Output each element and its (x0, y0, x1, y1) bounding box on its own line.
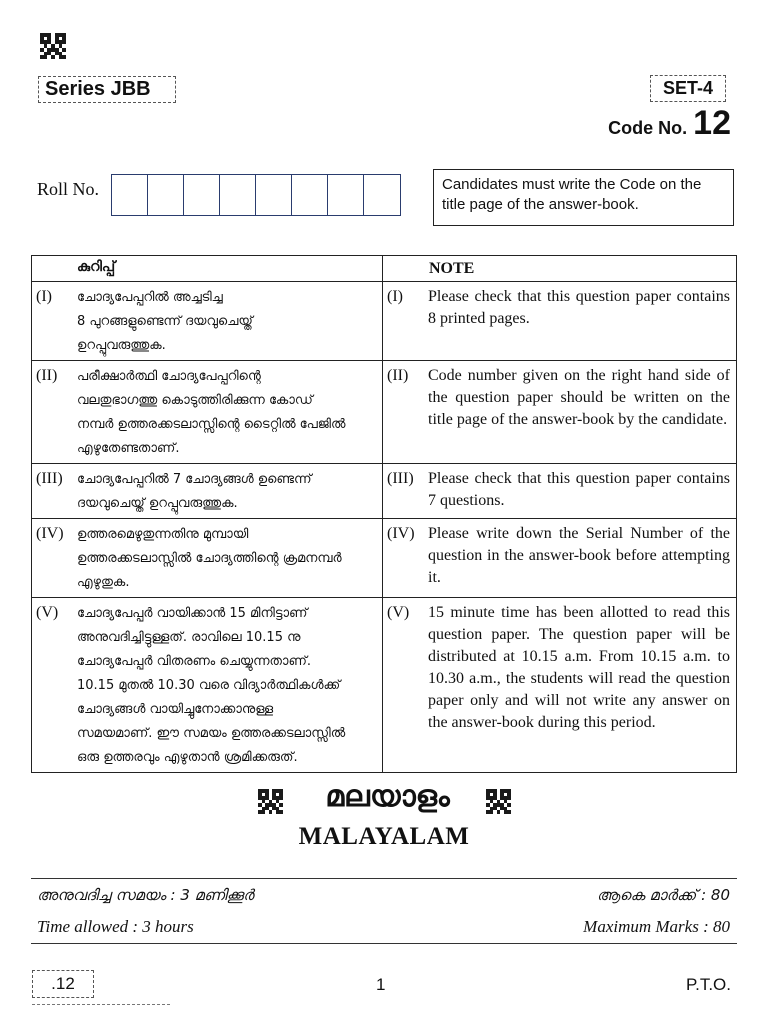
item-number: (II) (36, 367, 58, 384)
code-value: 12 (693, 104, 731, 142)
max-marks-en: Maximum Marks : 80 (583, 917, 730, 936)
note-en: 15 minute time has been allotted to read this question paper. The question paper will be distributed at 10.15 a.m. From 10.15 a.m. to 10.30 a.m., the students will read the question paper only and will not write any answer on the answer-book during this period. (428, 604, 730, 731)
note-ml: ചോദ്യപേപ്പർ വായിക്കാൻ 15 മിനിട്ടാണ് അനുവദിച്ചിട്ടുള്ളത്. രാവിലെ 10.15 നു ചോദ്യപേപ്പർ വിതരണം ചെയ്യുന്നതാണ്. 10.15 മുതൽ 10.30 വരെ വിദ്യാർത്ഥികൾക്ക് ചോദ്യങ്ങൾ വായിച്ചുനോക്കാനുള്ള സമയമാണ്. ഈ സമയം ഉത്തരക്കടലാസ്സിൽ ഒരു ഉത്തരവും എഴുതാൻ ശ്രമിക്കരുത്. (77, 606, 346, 765)
item-number: (II) (387, 367, 409, 384)
table-row (32, 282, 737, 361)
series-label: Series JBB (38, 76, 176, 103)
notes-header-row (32, 256, 737, 282)
notes-heading-en: NOTE (383, 256, 737, 282)
footer-dashed-line (32, 1004, 170, 1005)
subject-title-malayalam: മലയാളം (325, 779, 450, 814)
item-number: (V) (387, 604, 410, 621)
item-number: (III) (36, 470, 63, 487)
roll-box (112, 175, 148, 215)
note-ml: ചോദ്യപേപ്പറിൽ അച്ചടിച്ച 8 പുറങ്ങളുണ്ടെന്ന് ദയവുചെയ്ത് ഉറപ്പുവരുത്തുക. (77, 290, 253, 353)
item-number: (I) (387, 288, 403, 305)
code-number (608, 104, 731, 142)
max-marks-ml: ആകെ മാർക്ക് : 80 (596, 886, 730, 904)
roll-box (328, 175, 364, 215)
note-en: Code number given on the right hand side of the question paper should be written on the title page of the answer-book by the candidate. (428, 367, 730, 428)
code-label: Code No. (608, 118, 688, 138)
item-number: (IV) (387, 525, 415, 542)
item-number: (V) (36, 604, 59, 621)
roll-box (184, 175, 220, 215)
item-number: (I) (36, 288, 52, 305)
note-ml: പരീക്ഷാർത്ഥി ചോദ്യപേപ്പറിന്റെ വലതുഭാഗത്തു കൊടുത്തിരിക്കുന്ന കോഡ് നമ്പർ ഉത്തരക്കടലാസ്സിന്റെ ടൈറ്റിൽ പേജിൽ എഴുതേണ്ടതാണ്. (77, 369, 346, 456)
divider (31, 943, 737, 944)
set-label: SET-4 (650, 75, 726, 102)
footer-code: .12 (32, 970, 94, 998)
roll-box (364, 175, 400, 215)
page-number: 1 (376, 975, 386, 994)
table-row (32, 361, 737, 464)
qr-code-top (40, 33, 66, 59)
item-number: (IV) (36, 525, 64, 542)
roll-box (256, 175, 292, 215)
table-row (32, 598, 737, 773)
roll-box (292, 175, 328, 215)
subject-title-english: MALAYALAM (298, 823, 470, 850)
pto-label: P.T.O. (685, 975, 731, 994)
note-ml: ചോദ്യപേപ്പറിൽ 7 ചോദ്യങ്ങൾ ഉണ്ടെന്ന് ദയവുചെയ്ത് ഉറപ്പുവരുത്തുക. (77, 472, 312, 511)
note-en: Please check that this question paper contains 8 printed pages. (428, 288, 730, 327)
note-en: Please write down the Serial Number of the question in the answer-book before attempting it. (428, 525, 730, 586)
divider (31, 878, 737, 879)
time-allowed-ml: അനുവദിച്ച സമയം : 3 മണിക്കൂർ (37, 886, 254, 904)
roll-box (220, 175, 256, 215)
qr-code-left (258, 789, 283, 814)
notes-heading-ml: കുറിപ്പ് (32, 256, 383, 282)
table-row (32, 464, 737, 519)
candidate-instruction-box: Candidates must write the Code on the title page of the answer-book. (433, 169, 734, 226)
table-row (32, 519, 737, 598)
notes-table (31, 255, 737, 773)
roll-number-boxes (111, 174, 401, 216)
qr-code-right (486, 789, 511, 814)
note-en: Please check that this question paper contains 7 questions. (428, 470, 730, 509)
item-number: (III) (387, 470, 414, 487)
time-allowed-en: Time allowed : 3 hours (37, 917, 194, 936)
note-ml: ഉത്തരമെഴുതുന്നതിനു മുമ്പായി ഉത്തരക്കടലാസ്സിൽ ചോദ്യത്തിന്റെ ക്രമനമ്പർ എഴുതുക. (77, 527, 342, 590)
roll-number-label: Roll No. (37, 179, 100, 199)
roll-box (148, 175, 184, 215)
